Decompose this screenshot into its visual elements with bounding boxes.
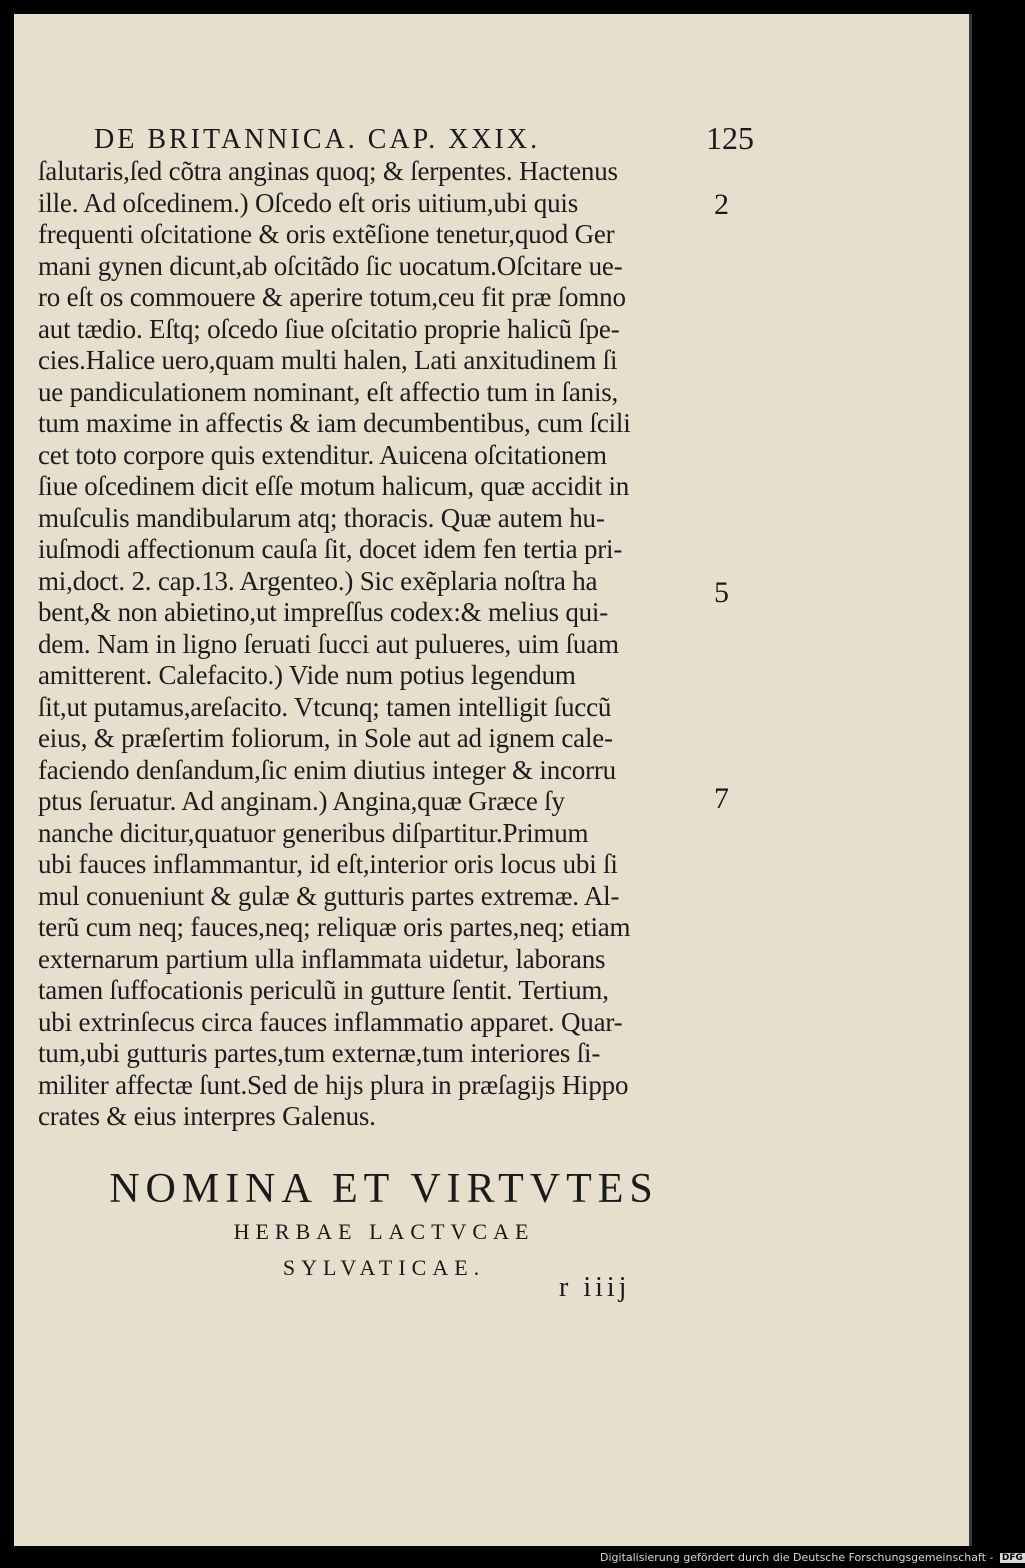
text-line: mi,doct. 2. cap.13. Argenteo.) Sic exẽplaria noſtra ha: [38, 565, 598, 596]
text-line: ro eſt os commouere & aperire totum,ceu fit præ ſomno: [38, 282, 626, 312]
text-line: ptus ſeruatur. Ad anginam.) Angina,quæ Græce ſy: [38, 786, 565, 816]
running-title: DE BRITANNICA. CAP. XXIX.: [94, 124, 541, 155]
page-header: [94, 114, 754, 162]
text-line: muſculis mandibularum atq; thoracis. Quæ autem hu-: [38, 502, 605, 533]
heading-line: HERBAE LACTVCAE: [233, 1219, 535, 1244]
text-line: ſit,ut putamus,areſacito. Vtcunq; tamen intelligit ſuccũ: [38, 691, 612, 722]
signature-mark: r iiij: [559, 1272, 631, 1303]
digitization-footer: [600, 1551, 1023, 1567]
text-line: bent,& non abietino,ut impreſſus codex:& melius qui-: [38, 597, 609, 627]
margin-note: 5: [714, 576, 729, 609]
section-heading: [64, 1164, 704, 1286]
text-line: crates & eius interpres Galenus.: [38, 1101, 376, 1131]
dfg-logo-icon: DFG: [1001, 1553, 1023, 1563]
text-line: terũ cum neq; fauces,neq; reliquæ oris partes,neq; etiam: [38, 912, 631, 942]
text-line: cet toto corpore quis extenditur. Auicena oſcitationem: [38, 439, 607, 470]
text-line: tamen ſuffocationis periculũ in gutture ſentit. Tertium,: [38, 975, 609, 1005]
heading-line: NOMINA ET VIRTVTES: [109, 1166, 659, 1212]
text-line: mul conueniunt & gulæ & gutturis partes extremæ. Al-: [38, 880, 620, 911]
text-line: dem. Nam in ligno ſeruati ſucci aut pulueres, uim ſuam: [38, 628, 619, 659]
text-line: ubi fauces inflammantur, id eſt,interior oris locus ubi ſi: [38, 849, 618, 879]
text-line: amitterent. Calefacito.) Vide num potius legendum: [38, 660, 576, 690]
page-number: 125: [706, 120, 754, 156]
text-line: ſalutaris,ſed cõtra anginas quoq; & ſerpentes. Hactenus: [38, 156, 618, 186]
margin-note: 2: [714, 188, 729, 221]
text-line: militer affectæ ſunt.Sed de hijs plura in præſagijs Hippo: [38, 1069, 629, 1100]
text-line: cies.Halice uero,quam multi halen, Lati anxitudinem ſi: [38, 345, 618, 375]
text-line: faciendo denſandum,ſic enim diutius integer & incorru: [38, 754, 616, 785]
text-line: tum maxime in affectis & iam decumbentibus, cum ſcili: [38, 408, 631, 438]
text-line: tum,ubi gutturis partes,tum externæ,tum interiores ſi-: [38, 1038, 601, 1068]
book-page: [14, 14, 972, 1546]
text-line: ille. Ad oſcedinem.) Oſcedo eſt oris uitium,ubi quis: [38, 187, 579, 218]
text-line: ubi extrinſecus circa fauces inflammatio apparet. Quar-: [38, 1006, 623, 1037]
text-line: aut tædio. Eſtq; oſcedo ſiue oſcitatio proprie halicũ ſpe-: [38, 313, 620, 344]
body-text: [38, 156, 728, 1133]
text-line: ue pandiculationem nominant, eſt affectio tum in ſanis,: [38, 376, 619, 407]
text-line: frequenti oſcitatione & oris extẽſione tenetur,quod Ger: [38, 219, 615, 249]
text-line: externarum partium ulla inflammata uidetur, laborans: [38, 943, 606, 974]
text-line: ſiue oſcedinem dicit eſſe motum halicum, quæ accidit in: [38, 471, 630, 501]
text-line: iuſmodi affectionum cauſa ſit, docet idem fen tertia pri-: [38, 534, 623, 564]
text-line: nanche dicitur,quatuor generibus diſpartitur.Primum: [38, 817, 589, 848]
text-line: eius, & præſertim foliorum, in Sole aut ad ignem cale-: [38, 723, 613, 753]
margin-note: 7: [714, 782, 729, 815]
heading-line: SYLVATICAE.: [282, 1255, 486, 1280]
footer-text: Digitalisierung gefördert durch die Deutsche Forschungsgemeinschaft -: [600, 1551, 994, 1564]
text-line: mani gynen dicunt,ab oſcitãdo ſic uocatum.Oſcitare ue-: [38, 250, 623, 281]
